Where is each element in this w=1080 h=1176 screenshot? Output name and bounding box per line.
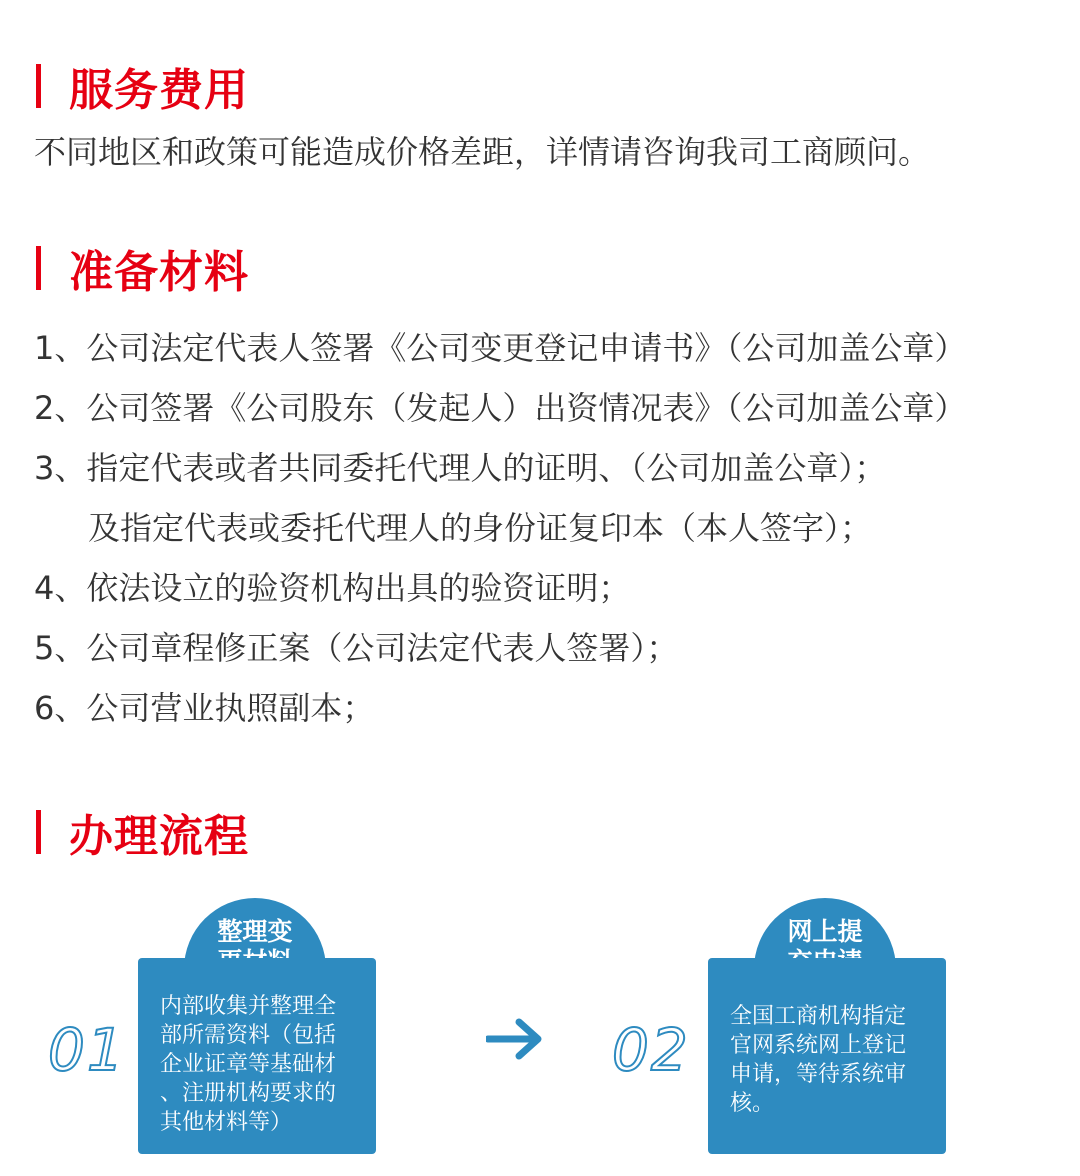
- step-title-line: 网上提: [787, 917, 863, 946]
- fees-description: 不同地区和政策可能造成价格差距，详情请咨询我司工商顾问。: [34, 133, 931, 171]
- materials-title: 准备材料: [69, 247, 249, 298]
- step-number-02: 02: [612, 1016, 690, 1084]
- step-card-2: [708, 958, 946, 1154]
- fees-section-header: [36, 54, 249, 118]
- step-description: 内部收集并整理全 部所需资料（包括 企业证章等基础材 、注册机构要求的 其他材料等）: [160, 994, 337, 1135]
- step-description: 全国工商机构指定 官网系统网上登记 申请，等待系统审 核。: [730, 1004, 907, 1116]
- section-accent-bar: [36, 810, 41, 854]
- step-card-1: [138, 958, 376, 1154]
- process-title: 办理流程: [69, 811, 249, 862]
- step-title-line: 整理变: [217, 917, 293, 946]
- list-item: 6、公司营业执照副本；: [34, 689, 375, 727]
- section-accent-bar: [36, 246, 41, 290]
- arrow-right-icon: [486, 1018, 544, 1060]
- list-item: 3、指定代表或者共同委托代理人的证明、（公司加盖公章）；: [34, 449, 887, 487]
- fees-title: 服务费用: [69, 65, 249, 116]
- list-item: 4、依法设立的验资机构出具的验资证明；: [34, 569, 631, 607]
- process-section-header: [36, 800, 249, 864]
- materials-list: [34, 318, 966, 738]
- materials-section-header: [36, 236, 249, 300]
- step-number-01: 01: [48, 1016, 126, 1084]
- list-item: 及指定代表或委托代理人的身份证复印本（本人签字）；: [88, 509, 873, 547]
- list-item: 1、公司法定代表人签署《公司变更登记申请书》（公司加盖公章）: [34, 329, 967, 367]
- section-accent-bar: [36, 64, 41, 108]
- list-item: 5、公司章程修正案（公司法定代表人签署）；: [34, 629, 679, 667]
- list-item: 2、公司签署《公司股东（发起人）出资情况表》（公司加盖公章）: [34, 389, 967, 427]
